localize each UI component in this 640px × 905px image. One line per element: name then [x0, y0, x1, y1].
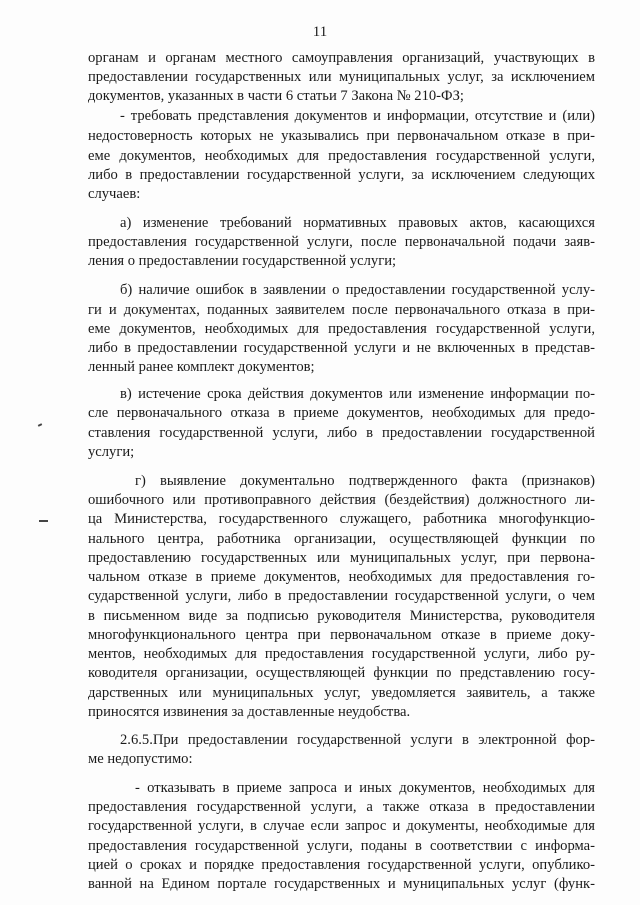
page-number: 11 — [312, 24, 328, 40]
text-line: 2.6.5.При предоставлении государственной услуги в электронной фор- — [120, 732, 595, 748]
text-line: еме документов, необходимых для предоставления государственной услуги, — [88, 148, 595, 164]
text-line: цией о сроках и порядке предоставления государственной услуги, опублико- — [88, 857, 595, 873]
text-line: нального центра, работника организации, осуществляющей функции по — [88, 531, 595, 547]
text-line: ленный ранее комплект документов; — [88, 359, 315, 375]
text-line: ления о предоставлении государственной услуги; — [88, 253, 397, 269]
scan-mark — [39, 520, 48, 522]
text-line: услуги; — [88, 444, 135, 460]
text-line: либо в предоставлении государственной услуги, за исключением следующих — [88, 167, 595, 183]
text-line: недостоверность которых не указывались при первоначальном отказе в при- — [88, 128, 595, 144]
text-line: сударственной услуги, либо в предоставлении государственной услуги, о чем — [88, 588, 595, 604]
text-line: предоставления государственной услуги, а также отказа в предоставлении — [88, 799, 595, 815]
text-line: дарственных или муниципальных услуг, уведомляется заявитель, а также — [88, 685, 595, 701]
text-line: ошибочного или противоправного действия (бездействия) должностного ли- — [88, 492, 595, 508]
text-line: - отказывать в приеме запроса и иных документов, необходимых для — [135, 780, 595, 796]
text-line: ставления государственной услуги, либо в предоставлении государственной — [88, 425, 595, 441]
text-line: ванной на Едином портале государственных и муниципальных услуг (функ- — [88, 876, 595, 892]
text-line: ме недопустимо: — [88, 751, 193, 767]
text-line: предоставления государственной услуги, после первоначальной подачи заяв- — [88, 234, 595, 250]
text-line: в) истечение срока действия документов или изменение информации по- — [120, 386, 595, 402]
text-line: - требовать представления документов и информации, отсутствие и (или) — [120, 108, 595, 124]
text-line: еме документов, необходимых для предоставления государственной услуги, — [88, 321, 595, 337]
scan-mark — [38, 423, 42, 427]
text-line: в письменном виде за подписью руководителя Министерства, руководителя — [88, 608, 595, 624]
text-line: ментов, необходимых для предоставления государственной услуги, либо ру- — [88, 646, 595, 662]
text-line: ги и документах, поданных заявителем после первоначального отказа в при- — [88, 302, 595, 318]
text-line: многофункционального центра при первоначальном отказе в приеме доку- — [88, 627, 595, 643]
text-line: а) изменение требований нормативных правовых актов, касающихся — [120, 215, 595, 231]
text-line: г) выявление документально подтвержденного факта (признаков) — [135, 473, 595, 489]
text-line: предоставлению государственных или муниципальных услуг, при первона- — [88, 550, 595, 566]
text-line: государственной услуги, в случае если запрос и документы, необходимые для — [88, 818, 595, 834]
text-line: приносятся извинения за доставленные неудобства. — [88, 704, 411, 720]
text-line: чальном отказе в приеме документов, необходимых для предоставления го- — [88, 569, 595, 585]
text-line: предоставлении государственных или муниципальных услуг, за исключением — [88, 69, 595, 85]
text-line: ководителя организации, осуществляющей функции по представлению госу- — [88, 665, 595, 681]
text-line: б) наличие ошибок в заявлении о предоставлении государственной услу- — [120, 282, 595, 298]
text-line: случаев: — [88, 186, 141, 202]
text-line: ца Министерства, государственного служащего, работника многофункцио- — [88, 511, 595, 527]
text-line: органам и органам местного самоуправления организаций, участвующих в — [88, 50, 595, 66]
text-line: сле первоначального отказа в приеме документов, необходимых для предо- — [88, 405, 595, 421]
text-line: документов, указанных в части 6 статьи 7 Закона № 210-ФЗ; — [88, 88, 464, 104]
text-line: либо в предоставлении государственной услуги и не включенных в представ- — [88, 340, 595, 356]
text-line: предоставления государственной услуги, поданы в соответствии с информа- — [88, 838, 595, 854]
